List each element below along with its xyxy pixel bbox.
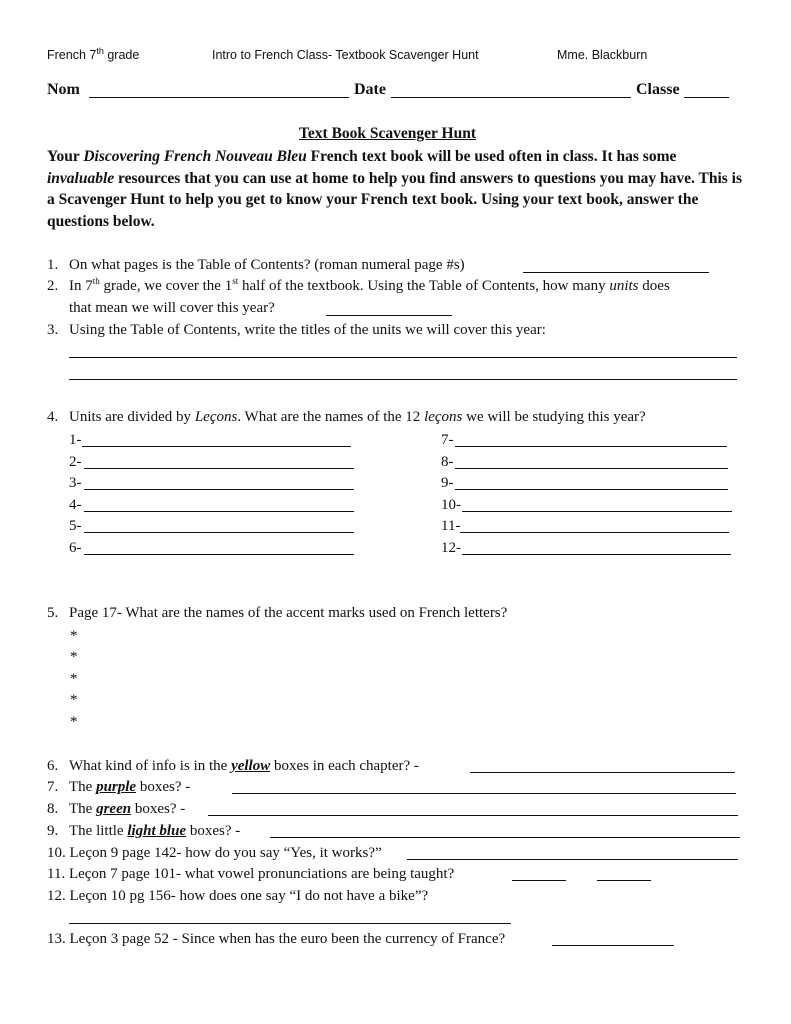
q4-lecons-word-2: leçons — [424, 409, 463, 425]
q7-text — [69, 779, 190, 796]
q11-answer-field-1[interactable] — [512, 880, 566, 881]
course-label-text-2: grade — [103, 48, 140, 62]
lecon-answer-field[interactable] — [84, 554, 354, 555]
q2-number: 2. — [47, 278, 59, 294]
q6-color-word: yellow — [231, 758, 271, 774]
q6-text-b: boxes in each chapter? - — [270, 758, 419, 774]
accent-bullet: * — [70, 628, 78, 644]
lecon-answer-field[interactable] — [84, 468, 354, 469]
lecon-answer-field[interactable] — [84, 511, 354, 512]
lecon-answer-field[interactable] — [82, 446, 351, 447]
lecon-label: 11- — [441, 518, 461, 534]
lecon-label: 8- — [441, 454, 454, 470]
q2-sup-a: th — [92, 276, 100, 286]
intro-text: French text book will be used often in class. It has some — [306, 148, 677, 165]
q6-number: 6. — [47, 758, 59, 774]
q10-answer-field[interactable] — [407, 859, 738, 860]
q1-number: 1. — [47, 257, 59, 273]
worksheet-heading: Intro to French Class- Textbook Scavenger Hunt — [212, 48, 479, 62]
lecon-answer-field[interactable] — [455, 468, 728, 469]
q1-text: On what pages is the Table of Contents? (roman numeral page #s) — [69, 257, 465, 273]
intro-paragraph — [47, 146, 747, 232]
q11-text: 11. Leçon 7 page 101- what vowel pronunciations are being taught? — [47, 866, 455, 882]
q3-text: Using the Table of Contents, write the titles of the units we will cover this year: — [69, 322, 546, 338]
q2-sup-b: st — [232, 276, 239, 286]
q8-color-word: green — [96, 801, 132, 817]
page-title: Text Book Scavenger Hunt — [299, 125, 476, 142]
lecon-answer-field[interactable] — [84, 532, 354, 533]
q2-text-b: grade, we cover the 1 — [99, 278, 233, 294]
accent-bullet: * — [70, 649, 78, 665]
date-label: Date — [354, 81, 386, 98]
q7-number: 7. — [47, 779, 59, 795]
q8-text-b: boxes? - — [131, 801, 186, 817]
date-field[interactable] — [391, 97, 631, 98]
course-label-sup: th — [96, 45, 104, 56]
lecon-label: 2- — [69, 454, 82, 470]
q9-text — [69, 823, 240, 840]
lecon-answer-field[interactable] — [462, 554, 731, 555]
q7-color-word: purple — [96, 779, 137, 795]
q2-answer-field[interactable] — [326, 315, 452, 316]
lecon-label: 6- — [69, 540, 82, 556]
accent-bullet: * — [70, 692, 78, 708]
lecon-answer-field[interactable] — [462, 511, 732, 512]
q4-text-b: . What are the names of the 12 — [237, 409, 425, 425]
q13-answer-field[interactable] — [552, 945, 674, 946]
course-label-text: French 7 — [47, 48, 97, 62]
q8-answer-field[interactable] — [208, 815, 738, 816]
lecon-label: 3- — [69, 475, 82, 491]
nom-label: Nom — [47, 81, 80, 98]
q8-text-a: The — [69, 801, 97, 817]
lecon-label: 7- — [441, 432, 454, 448]
q3-answer-line-2[interactable] — [69, 379, 737, 380]
accent-bullet: * — [70, 671, 78, 687]
q10-text: 10. Leçon 9 page 142- how do you say “Yes, it works?” — [47, 845, 382, 861]
q4-text — [69, 409, 646, 426]
q6-answer-field[interactable] — [470, 772, 735, 773]
q7-text-a: The — [69, 779, 97, 795]
q6-text — [69, 758, 419, 775]
q3-answer-line-1[interactable] — [69, 357, 737, 358]
q2-text-line2: that mean we will cover this year? — [69, 300, 275, 316]
lecon-label: 5- — [69, 518, 82, 534]
q2-units-word: units — [609, 278, 639, 294]
intro-book-title: Discovering French Nouveau Bleu — [83, 148, 307, 165]
q9-number: 9. — [47, 823, 59, 839]
q9-text-a: The little — [69, 823, 128, 839]
q4-number: 4. — [47, 409, 59, 425]
q4-text-c: we will be studying this year? — [462, 409, 646, 425]
q9-text-b: boxes? - — [186, 823, 241, 839]
lecon-label: 1- — [69, 432, 82, 448]
q5-number: 5. — [47, 605, 59, 621]
q9-color-word: light blue — [127, 823, 187, 839]
q9-answer-field[interactable] — [270, 837, 740, 838]
q2-text-c: half of the textbook. Using the Table of Contents, how many — [238, 278, 610, 294]
q3-number: 3. — [47, 322, 59, 338]
q11-answer-field-2[interactable] — [597, 880, 651, 881]
lecon-label: 9- — [441, 475, 454, 491]
intro-text: resources that you can use at home to help you find answers to questions you may have. This is a Scavenger Hunt to help you get to know your French text book. Using your text book, answer the questions below. — [47, 169, 742, 230]
lecon-answer-field[interactable] — [455, 446, 727, 447]
lecon-label: 12- — [441, 540, 461, 556]
classe-label: Classe — [636, 81, 680, 98]
lecon-label: 4- — [69, 497, 82, 513]
q7-answer-field[interactable] — [232, 793, 736, 794]
lecon-label: 10- — [441, 497, 461, 513]
nom-field[interactable] — [89, 97, 349, 98]
q6-text-a: What kind of info is in the — [69, 758, 232, 774]
q4-lecons-word: Leçons — [194, 409, 238, 425]
lecon-answer-field[interactable] — [455, 489, 728, 490]
classe-field[interactable] — [684, 97, 729, 98]
course-label — [47, 45, 140, 62]
q4-text-a: Units are divided by — [69, 409, 195, 425]
q7-text-b: boxes? - — [136, 779, 191, 795]
teacher-name: Mme. Blackburn — [557, 48, 648, 62]
q13-text: 13. Leçon 3 page 52 - Since when has the euro been the currency of France? — [47, 931, 506, 947]
intro-text: Your — [47, 148, 84, 165]
q12-text: 12. Leçon 10 pg 156- how does one say “I do not have a bike”? — [47, 888, 429, 904]
q5-text: Page 17- What are the names of the accent marks used on French letters? — [69, 605, 508, 621]
intro-emphasis: invaluable — [47, 169, 115, 187]
q8-number: 8. — [47, 801, 59, 817]
q2-text-a: In 7 — [69, 278, 93, 294]
accent-bullet: * — [70, 714, 78, 730]
q1-answer-field[interactable] — [523, 272, 709, 273]
q8-text — [69, 801, 185, 818]
q2-text-d: does — [638, 278, 670, 294]
q12-answer-field[interactable] — [69, 923, 511, 924]
lecon-answer-field[interactable] — [84, 489, 354, 490]
lecon-answer-field[interactable] — [460, 532, 729, 533]
q2-text — [69, 278, 670, 295]
